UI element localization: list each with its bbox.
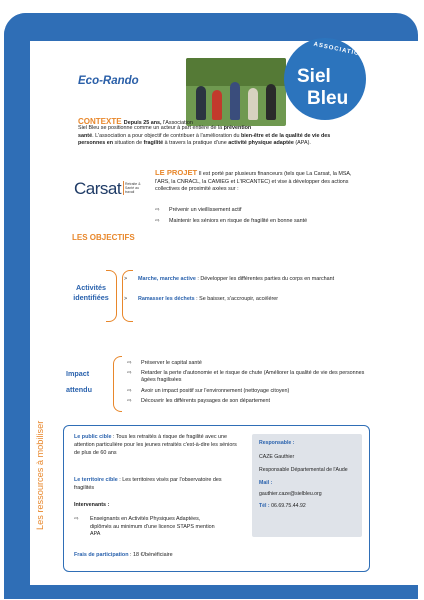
responsable-role: Responsable Départemental de l'Aude [259,467,348,474]
carsat-logo: Carsat [74,179,122,198]
contexte-lead-rest: l'Association [161,120,193,126]
responsable-label: Responsable : [259,440,295,446]
mail-label: Mail : [259,479,273,486]
territoire-label: Le territoire cible [74,477,118,483]
contexte-p2-bold2: bien-être et de la qualité de vie des [240,132,331,139]
hikers-photo [186,58,286,126]
arrow-icon: ⇨ [74,516,79,522]
arrow-icon: ⇨ [127,360,132,366]
activite-item-text: : Développer les différentes parties du corps en marchant [195,276,335,282]
impact-brace [113,356,122,412]
frais-text: : 18 €/bénéficiaire [128,552,173,558]
activite-item-text: : Se baisser, s'accroupir, accélérer [194,296,279,302]
public-cible [74,433,239,457]
arrow-icon: ⇨ [127,398,132,404]
public-cible-label: Le public cible [74,434,112,440]
contexte-p3-bold3: activité physique adaptée [228,140,294,147]
frame-top [4,13,418,41]
frame-left [4,13,30,597]
activites-label-2: identifiées [73,293,109,302]
contexte-title: CONTEXTE [78,117,122,126]
contexte-lead: Depuis 25 ans, [123,120,162,126]
impact-item-2 [127,370,372,384]
activite-item-1 [124,276,374,283]
ressources-vertical-label: Les ressources à mobiliser [35,420,45,530]
projet-section [155,169,367,194]
chevron-icon: > [124,296,128,302]
projet-heading: LE PROJET [155,168,198,177]
contexte-p2-bold: santé [78,132,93,139]
public-cible-text: : Tous les retraités à risque de fragilité avec une attention particulière pour les jeunes retraités c'est-à-dire les séniors de plus de 60 ans [74,434,237,456]
logo-bleu-text: Bleu [307,88,349,109]
arrow-icon: ⇨ [155,207,160,213]
territoire-text: : Les territoires visés par l'observatoire des fragilités [74,477,222,491]
responsable-name: CAZE Gauthier [259,453,295,460]
activites-label-1: Activités [76,283,106,292]
impact-item-text: Préserver le capital santé [141,360,202,366]
projet-item-2 [155,218,307,225]
contexte-p3-c: (APA). [293,140,311,147]
intervenants-text: Enseignants en Activités Physiques Adaptées, diplômés au minimum d'une licence STAPS mention APA [90,516,215,537]
frais-participation [74,552,173,560]
objectifs-heading: LES OBJECTIFS [72,233,135,242]
contexte-p3-bold2: fragilité [143,140,164,147]
contexte-p3-b: à travers la pratique d'une [163,140,229,147]
carsat-divider [123,181,124,195]
arrow-icon: ⇨ [127,370,132,376]
carsat-tagline: Retraite & Santé au travail [125,182,141,194]
impact-item-text: Découvrir les différents paysages de son département [141,398,271,404]
impact-item-3 [127,388,372,395]
projet-item-1 [155,207,242,214]
intervenants-label: Intervenants : [74,502,110,508]
contexte-p3: situation de [113,140,144,147]
contexte-p2: . L'association a pour objectif de contribuer à l'amélioration du [92,132,241,139]
frais-label: Frais de participation [74,552,129,558]
impact-label [66,368,92,396]
impact-label-2: attendu [66,385,92,394]
activite-item-title: Marche, marche active [138,276,196,282]
intervenants-item [74,516,234,539]
contexte-p1: Siel Bleu se positionne comme un acteur à part entière de la [78,125,224,131]
activites-brace-right [106,270,117,322]
frame-bottom [4,585,418,599]
tel-value[interactable]: 06.69.75.44.92 [271,502,306,509]
arrow-icon: ⇨ [155,218,160,224]
activite-item-title: Ramasser les déchets [138,296,195,302]
impact-label-1: Impact [66,369,90,378]
contact-info [259,440,359,510]
logo-association-text: ASSOCIATION [312,41,366,59]
activite-item-2 [124,296,374,303]
projet-text: Il est porté par plusieurs financeurs (tels que La Carsat, la MSA, l'ARS, la CNRACL, la CAMIEG et L'IRCANTEC) et vise à développer des actions collectives de proximité axées sur : [155,171,352,193]
impact-item-text: Retarder la perte d'autonomie et le risque de chute (Améliorer la qualité de vie des personnes âgées fragilisées [141,370,365,383]
contexte-p1-bold: prévention [223,125,252,131]
logo-siel-text: Siel [297,66,331,87]
projet-item-text: Maintenir les séniors en risque de fragilité en bonne santé [169,218,308,224]
contexte-p3-bold: personnes en [78,140,114,147]
tel-label: Tél : [259,502,270,509]
mail-link[interactable]: gauthier.caze@sielbleu.org [259,491,322,498]
projet-item-text: Prévenir un vieillissement actif [169,207,242,213]
impact-item-1 [127,360,372,367]
contexte-text [78,125,366,148]
page-title: Eco-Rando [78,75,139,87]
territoire-cible [74,476,239,492]
impact-item-4 [127,398,372,405]
chevron-icon: > [124,276,128,282]
arrow-icon: ⇨ [127,388,132,394]
impact-item-text: Avoir un impact positif sur l'environnement (nettoyage citoyen) [141,388,290,394]
